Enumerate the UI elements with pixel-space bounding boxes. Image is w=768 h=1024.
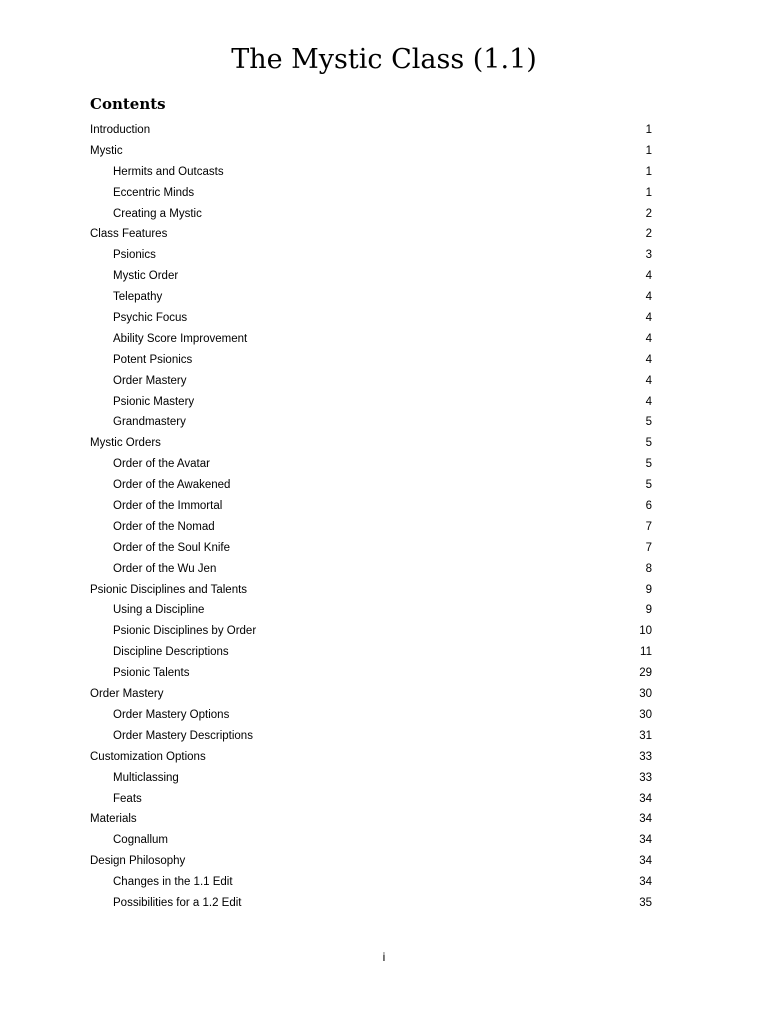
toc-entry-label[interactable]: Discipline Descriptions [113,646,229,659]
toc-entry[interactable] [90,830,652,851]
toc-entry-label[interactable]: Psionic Mastery [113,395,195,408]
toc-entry-label[interactable]: Order Mastery Options [113,708,230,721]
toc-entry-page-number[interactable]: 1 [645,186,652,199]
toc-entry-label[interactable]: Order of the Soul Knife [113,541,230,554]
toc-entry[interactable] [90,224,652,245]
toc-entry-page-number[interactable]: 1 [645,165,652,178]
toc-entry-label[interactable]: Grandmastery [113,416,186,429]
toc-entry-label[interactable]: Telepathy [113,291,163,304]
toc-entry[interactable] [90,287,652,308]
toc-entry-label[interactable]: Psionic Talents [113,667,190,680]
toc-entry[interactable] [90,893,652,914]
toc-entry[interactable] [90,475,652,496]
toc-entry[interactable] [90,329,652,350]
toc-entry-page-number[interactable]: 9 [645,583,652,596]
toc-entry[interactable] [90,266,652,287]
toc-entry[interactable] [90,642,652,663]
toc-entry-label[interactable]: Order Mastery Descriptions [113,729,253,742]
toc-entry-page-number[interactable]: 30 [639,708,652,721]
toc-entry-label[interactable]: Customization Options [90,750,206,763]
toc-entry[interactable] [90,580,652,601]
toc-entry-label[interactable]: Using a Discipline [113,604,205,617]
toc-entry-page-number[interactable]: 2 [645,228,652,241]
toc-entry-page-number[interactable]: 33 [639,750,652,763]
toc-entry-label[interactable]: Order of the Nomad [113,520,215,533]
toc-entry-label[interactable]: Order Mastery [90,688,164,701]
toc-entry-page-number[interactable]: 34 [639,834,652,847]
toc-entry[interactable] [90,392,652,413]
toc-entry-page-number[interactable]: 4 [645,395,652,408]
toc-entry[interactable] [90,559,652,580]
toc-entry[interactable] [90,538,652,559]
toc-entry[interactable] [90,433,652,454]
toc-entry-label[interactable]: Psionics [113,249,156,262]
toc-entry-label[interactable]: Order of the Immortal [113,500,223,513]
toc-entry-page-number[interactable]: 10 [639,625,652,638]
toc-entry-page-number[interactable]: 29 [639,667,652,680]
toc-entry-label[interactable]: Order of the Wu Jen [113,562,217,575]
toc-entry-page-number[interactable]: 9 [645,604,652,617]
toc-entry[interactable] [90,371,652,392]
toc-entry-page-number[interactable]: 8 [645,562,652,575]
toc-entry-label[interactable]: Design Philosophy [90,855,186,868]
toc-entry-label[interactable]: Ability Score Improvement [113,332,248,345]
toc-entry[interactable] [90,245,652,266]
toc-entry[interactable] [90,120,652,141]
table-of-contents [90,120,652,914]
toc-entry-label[interactable]: Mystic Orders [90,437,161,450]
toc-entry[interactable] [90,705,652,726]
toc-entry[interactable] [90,350,652,371]
toc-entry[interactable] [90,204,652,225]
toc-entry-page-number[interactable]: 2 [645,207,652,220]
toc-entry-label[interactable]: Hermits and Outcasts [113,165,224,178]
toc-entry-label[interactable]: Multiclassing [113,771,179,784]
toc-entry-page-number[interactable]: 5 [645,458,652,471]
toc-entry-page-number[interactable]: 4 [645,312,652,325]
toc-entry-page-number[interactable]: 4 [645,291,652,304]
toc-entry-page-number[interactable]: 7 [645,520,652,533]
toc-entry-label[interactable]: Psionic Disciplines and Talents [90,583,248,596]
toc-entry[interactable] [90,454,652,475]
toc-entry[interactable] [90,809,652,830]
toc-entry[interactable] [90,768,652,789]
toc-entry[interactable] [90,684,652,705]
toc-entry-page-number[interactable]: 34 [639,855,652,868]
toc-entry-page-number[interactable]: 33 [639,771,652,784]
toc-entry-page-number[interactable]: 3 [645,249,652,262]
footer-page-number: i [382,950,386,964]
toc-entry-page-number[interactable]: 4 [645,332,652,345]
toc-entry-label[interactable]: Order of the Avatar [113,458,210,471]
toc-entry-page-number[interactable]: 4 [645,353,652,366]
toc-entry-page-number[interactable]: 5 [645,479,652,492]
toc-entry[interactable] [90,600,652,621]
toc-entry-page-number[interactable]: 11 [640,646,652,659]
toc-entry[interactable] [90,747,652,768]
toc-entry-page-number[interactable]: 1 [645,124,652,136]
toc-entry-page-number[interactable]: 6 [645,500,652,513]
toc-entry-label[interactable]: Mystic Order [113,270,179,283]
toc-entry-label[interactable]: Potent Psionics [113,353,193,366]
toc-entry-label[interactable]: Class Features [90,228,168,241]
toc-entry[interactable] [90,162,652,183]
toc-entry-label[interactable]: Feats [113,792,142,805]
toc-entry-page-number[interactable]: 35 [639,896,652,909]
toc-entry-label[interactable]: Psychic Focus [113,312,188,325]
toc-entry[interactable] [90,851,652,872]
toc-entry-label[interactable]: Mystic [90,144,123,157]
toc-entry[interactable] [90,663,652,684]
toc-entry[interactable] [90,412,652,433]
toc-entry-page-number[interactable]: 5 [645,416,652,429]
toc-entry-page-number[interactable]: 1 [645,144,652,157]
toc-entry-label[interactable]: Order Mastery [113,374,187,387]
toc-entry-page-number[interactable]: 34 [639,792,652,805]
toc-entry-page-number[interactable]: 4 [645,374,652,387]
contents-heading: Contents [90,95,166,113]
toc-entry[interactable] [90,141,652,162]
toc-entry[interactable] [90,872,652,893]
toc-entry-label[interactable]: Possibilities for a 1.2 Edit [113,896,242,909]
toc-entry[interactable] [90,183,652,204]
toc-entry-page-number[interactable]: 5 [645,437,652,450]
toc-entry-label[interactable]: Introduction [90,124,151,136]
toc-entry-label[interactable]: Psionic Disciplines by Order [113,625,257,638]
toc-entry[interactable] [90,517,652,538]
toc-entry-label[interactable]: Cognallum [113,834,168,847]
toc-entry-label[interactable]: Changes in the 1.1 Edit [113,876,233,889]
toc-entry[interactable] [90,621,652,642]
toc-entry-page-number[interactable]: 30 [639,688,652,701]
toc-entry-page-number[interactable]: 34 [639,813,652,826]
toc-entry[interactable] [90,726,652,747]
toc-entry-page-number[interactable]: 4 [645,270,652,283]
toc-entry-label[interactable]: Order of the Awakened [113,479,231,492]
toc-entry-label[interactable]: Creating a Mystic [113,207,202,220]
toc-entry[interactable] [90,496,652,517]
document-title: The Mystic Class (1.1) [231,44,537,75]
toc-entry-label[interactable]: Eccentric Minds [113,186,195,199]
toc-entry-page-number[interactable]: 7 [645,541,652,554]
toc-entry-label[interactable]: Materials [90,813,137,826]
toc-entry[interactable] [90,308,652,329]
toc-entry-page-number[interactable]: 31 [639,729,652,742]
toc-entry[interactable] [90,789,652,810]
toc-entry-page-number[interactable]: 34 [639,876,652,889]
